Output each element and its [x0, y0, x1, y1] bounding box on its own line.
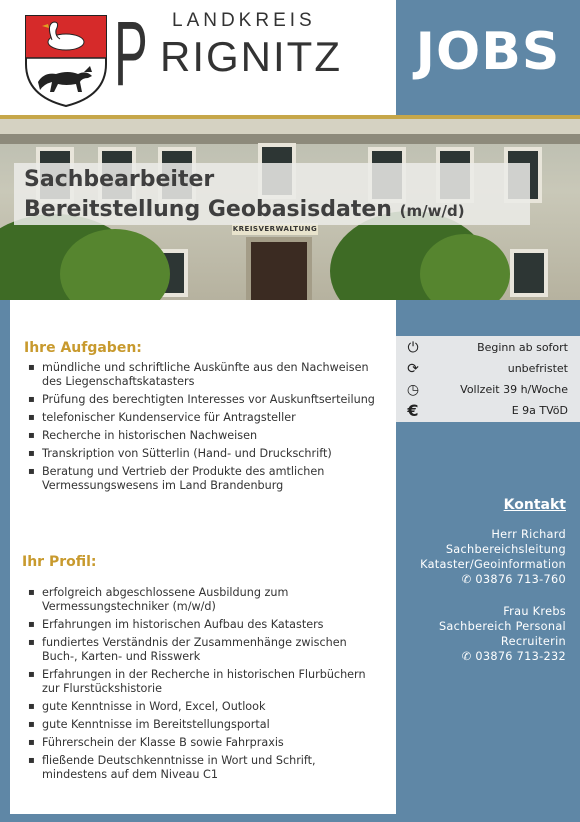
contact2-phone-number[interactable]: 03876 713-232 [475, 650, 566, 663]
fact-hours-text: Vollzeit 39 h/Woche [460, 383, 568, 396]
list-item: ▪ gute Kenntnisse im Bereitstellungsportal [26, 718, 376, 732]
job-facts-box [396, 336, 580, 422]
refresh-icon: ⟳ [407, 361, 419, 377]
brand-initial-letter: P [114, 3, 148, 105]
clock-icon: ◷ [406, 382, 420, 398]
list-item: ▪ gute Kenntnisse in Word, Excel, Outlook [26, 700, 376, 714]
fact-salary-text: E 9a TVöD [511, 404, 568, 417]
contact1-role: Sachbereichsleitung [445, 543, 566, 556]
phone-icon: ✆ [461, 650, 476, 663]
contact-heading: Kontakt [503, 497, 566, 513]
fact-start [396, 338, 580, 358]
contact1-name: Herr Richard [491, 528, 566, 541]
brand-name: RIGNITZ [160, 33, 342, 80]
profile-list [26, 586, 376, 786]
list-item: ▪ Beratung und Vertrieb der Produkte des amtlichen Vermessungswesens im Land Brandenburg [26, 465, 376, 493]
job-title-line2 [24, 197, 465, 222]
jobs-banner [396, 0, 580, 115]
jobs-label: JOBS [415, 22, 561, 82]
fact-duration-text: unbefristet [507, 362, 568, 375]
contact2-title: Recruiterin [500, 635, 566, 648]
fact-start-text: Beginn ab sofort [477, 341, 568, 354]
list-item: ▪ Prüfung des berechtigten Interesses vor Auskunftserteilung [26, 393, 376, 407]
contact1-department: Kataster/Geoinformation [420, 558, 566, 571]
list-item: ▪ fließende Deutschkenntnisse in Wort und Schrift, mindestens auf dem Niveau C1 [26, 754, 376, 782]
contact1-phone[interactable] [396, 572, 566, 587]
list-item: ▪ Führerschein der Klasse B sowie Fahrpraxis [26, 736, 376, 750]
list-item: ▪ Transkription von Sütterlin (Hand- und Druckschrift) [26, 447, 376, 461]
list-item: ▪ Erfahrungen im historischen Aufbau des Katasters [26, 618, 376, 632]
contact2-name: Frau Krebs [503, 605, 566, 618]
building-sign: KREISVERWALTUNG [232, 225, 318, 233]
job-title-gender-suffix: (m/w/d) [399, 202, 465, 220]
coat-of-arms-icon [22, 12, 110, 108]
building-photo [0, 119, 580, 300]
job-title-line1: Sachbearbeiter [24, 167, 215, 192]
phone-icon: ✆ [461, 573, 476, 586]
profile-heading: Ihr Profil: [22, 554, 97, 570]
contact2-role: Sachbereich Personal [438, 620, 566, 633]
bottom-frame [0, 814, 396, 822]
contact2-phone[interactable] [396, 649, 566, 664]
header-logo-area [0, 0, 396, 115]
list-item: ▪ fundiertes Verständnis der Zusammenhänge zwischen Buch-, Karten- und Risswerk [26, 636, 376, 664]
left-frame [0, 300, 10, 822]
list-item: ▪ erfolgreich abgeschlossene Ausbildung zum Vermessungstechniker (m/w/d) [26, 586, 376, 614]
power-icon: ⏻ [407, 340, 419, 356]
brand-district-label: LANDKREIS [172, 10, 316, 31]
contact1-phone-number[interactable]: 03876 713-760 [475, 573, 566, 586]
euro-icon: € [407, 401, 419, 420]
fact-duration [396, 359, 580, 379]
tasks-list [26, 361, 376, 497]
list-item: ▪ mündliche und schriftliche Auskünfte aus den Nachweisen des Liegenschaftskatasters [26, 361, 376, 389]
fact-salary [396, 401, 580, 421]
fact-hours [396, 380, 580, 400]
building-door [246, 237, 312, 300]
job-title-main: Bereitstellung Geobasisdaten [24, 197, 392, 222]
list-item: ▪ Erfahrungen in der Recherche in historischen Flurbüchern zur Flurstückshistorie [26, 668, 376, 696]
tasks-heading: Ihre Aufgaben: [24, 340, 142, 356]
list-item: ▪ Recherche in historischen Nachweisen [26, 429, 376, 443]
list-item: ▪ telefonischer Kundenservice für Antragsteller [26, 411, 376, 425]
